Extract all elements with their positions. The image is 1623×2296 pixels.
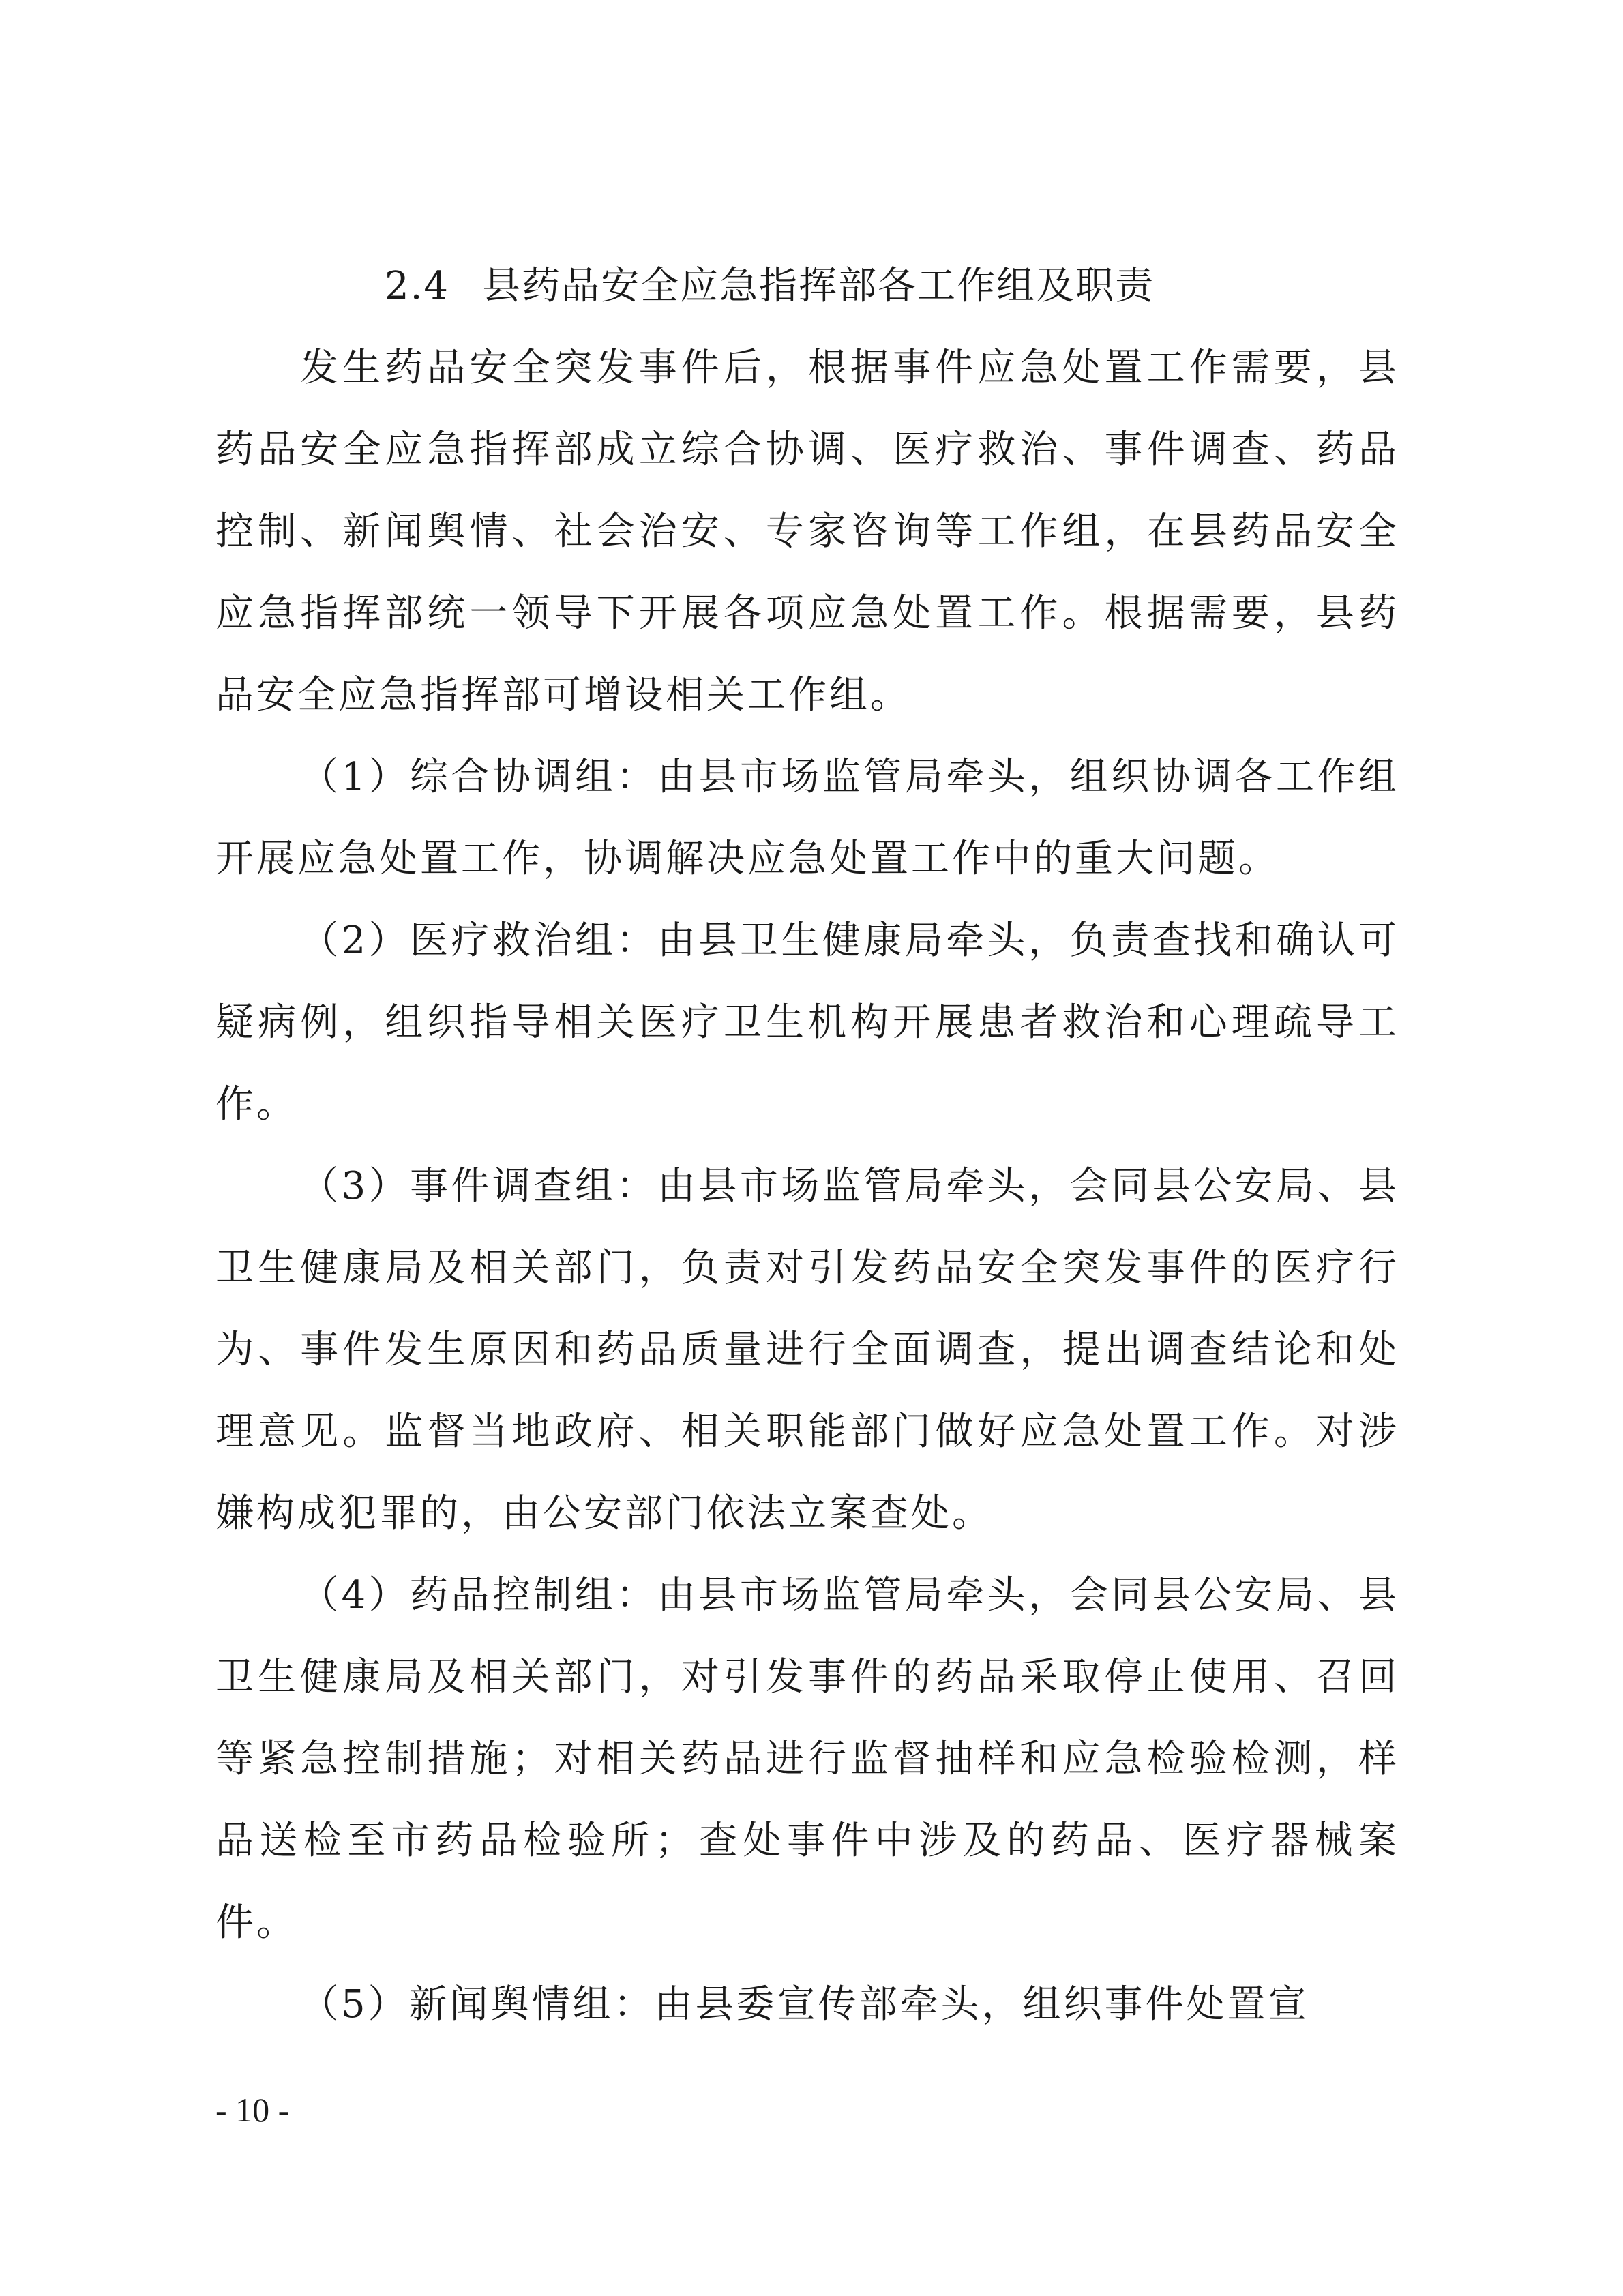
paragraph-coordination-group: （1）综合协调组：由县市场监管局牵头，组织协调各工作组开展应急处置工作，协调解决应急处置工作中的重大问题。 [215,755,1399,881]
page-number: - 10 - [215,2091,290,2129]
paragraph-medical-treatment-group: （2）医疗救治组：由县卫生健康局牵头，负责查找和确认可疑病例，组织指导相关医疗卫生机构开展患者救治和心理疏导工作。 [215,919,1399,1127]
paragraph-drug-control-group: （4）药品控制组：由县市场监管局牵头，会同县公安局、县卫生健康局及相关部门，对引发事件的药品采取停止使用、召回等紧急控制措施；对相关药品进行监督抽样和应急检验检测，样品送检至市药品检验所；查处事件中涉及的药品、医疗器械案件。 [215,1573,1399,1945]
paragraph-news-opinion-group: （5）新闻舆情组：由县委宣传部牵头，组织事件处置宣 [300,1982,1309,2027]
section-title: 县药品安全应急指挥部各工作组及职责 [482,264,1155,308]
section-heading [215,245,1399,327]
paragraph-investigation-group: （3）事件调查组：由县市场监管局牵头，会同县公安局、县卫生健康局及相关部门，负责对引发药品安全突发事件的医疗行为、事件发生原因和药品质量进行全面调查，提出调查结论和处理意见。监督当地政府、相关职能部门做好应急处置工作。对涉嫌构成犯罪的，由公安部门依法立案查处。 [215,1164,1399,1536]
paragraph-intro: 发生药品安全突发事件后，根据事件应急处置工作需要，县药品安全应急指挥部成立综合协调、医疗救治、事件调查、药品控制、新闻舆情、社会治安、专家咨询等工作组，在县药品安全应急指挥部统一领导下开展各项应急处置工作。根据需要，县药品安全应急指挥部可增设相关工作组。 [215,346,1399,717]
section-number: 2.4 [385,264,450,308]
document-body [215,245,1399,2046]
